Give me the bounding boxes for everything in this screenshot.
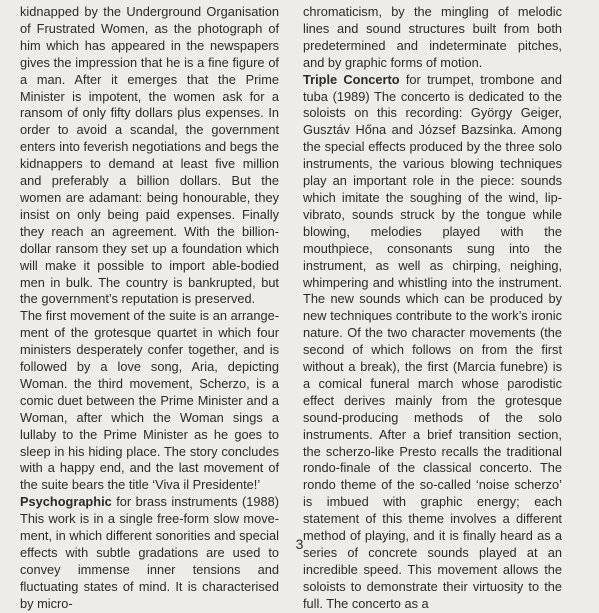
paragraph-kidnapping-story: kidnapped by the Underground Organisation of Frustrated Women, as the photograph of him which has appeared in the newspapers gives the impression that he is a fine figure of a man. After it emerges that the Prime Minister is impotent, the women ask for a ransom of only fifty dollars plus expenses. In order to avoid a scandal, the government enters into feverish negotiations and begs the kidnappers to demand at least five million and preferably a billion dollars. But the women are adamant: being honourable, they insist on only being paid expenses. Finally they reach an agreement. With the billion-dollar ransom they set up a foundation which will make it possible to import able-bodied men in bulk. The country is bankrupted, but the government’s reputation is preserved. [20,4,279,307]
paragraph-psychographic-text: for brass instruments (1988) This work is in a single free-form slow movement, in which different sonorities and special effects with subtle gradations are used to convey immense inner tensions and fluctuating states of mind. It is characterised by micro- [20,494,279,611]
work-title-psychographic: Psychographic [20,494,112,510]
paragraph-suite-movements: The first movement of the suite is an arrangement of the grotesque quartet in which four ministers desperately confer together, and is followed by a love song, Aria, depicting Woman. the third movement, Scherzo, is a comic duet between the Prime Minister and a Woman, after which the Woman sings a lullaby to the Prime Minister as he goes to sleep in his hiding place. The story concludes with a happy end, and the last movement of the suite bears the title ‘Viva il Presidente!’ [20,308,279,493]
work-title-triple-concerto: Triple Concerto [303,71,400,87]
paragraph-triple-concerto [303,72,562,613]
paragraph-triple-concerto-text: for trumpet, trombone and tuba (1989) The concerto is dedicated to the soloists on this recording: György Geiger, Gusztáv Hőna and József Bazsinka. Among the special effects produced by the three solo instruments, the various blowing techniques play an important role in the piece: sounds which imitate the soughing of the wind, lip-vibrato, sounds struck by the tongue while blowing, melodies played with the mouthpiece, consonants sung into the instrument, as well as chirping, neighing, whimpering and whistling into the instrument. The new sounds which can be produced by new techniques contribute to the work’s ironic nature. Of the two character movements (the second of which follows on from the first without a break), the first (Marcia funebre) is a comical funeral march whose parodistic effect derives mainly from the grotesque sound-producing methods of the solo instruments. After a brief transition section, the scherzo-like Presto recalls the traditional rondo-finale of the classical concerto. The rondo theme of the so-called ‘noise scherzo’ is imbued with graphic energy; each statement of this theme involves a different method of playing, and it is finally heard as a series of concrete sounds played at an incredible speed. This movement allows the soloists to demonstrate their virtuosity to the full. The concerto as a [303,71,563,611]
left-column [20,4,279,613]
page-number: 3 [295,536,304,552]
right-column [303,4,562,613]
paragraph-microchromaticism: chromaticism, by the mingling of melodic lines and sound structures built from both predetermined and indeterminate pitches, and by graphic forms of motion. [303,4,562,70]
paragraph-psychographic [20,494,279,612]
